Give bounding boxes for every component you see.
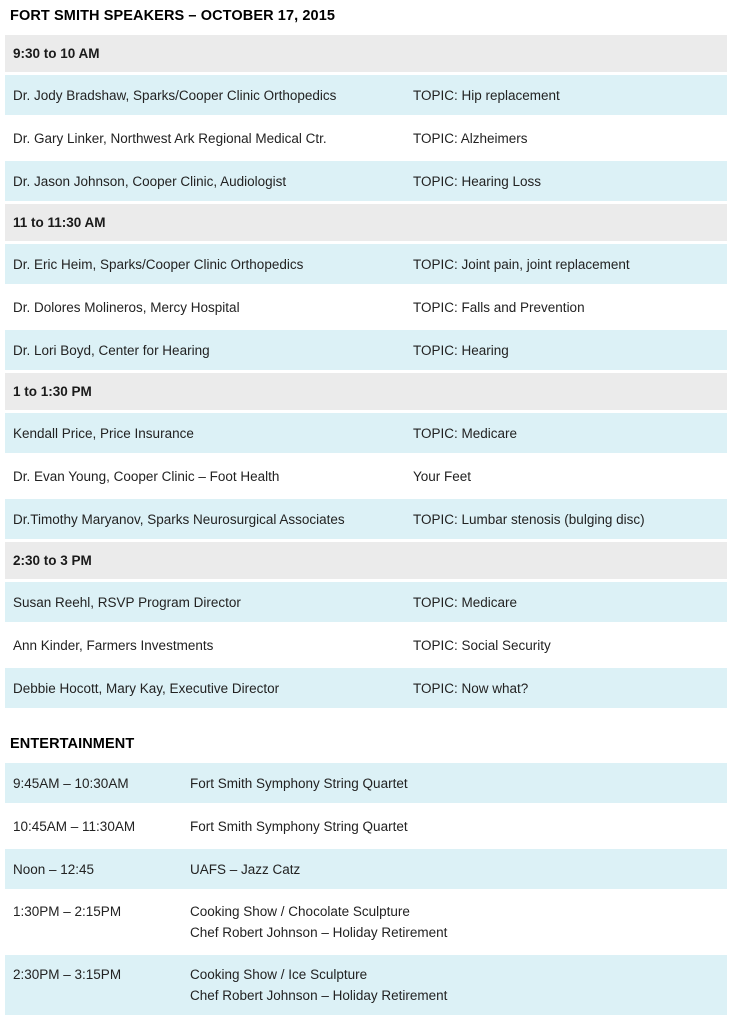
time-section-label: 9:30 to 10 AM (13, 46, 100, 61)
event-name: Fort Smith Symphony String Quartet (190, 818, 408, 834)
event-line-2: Chef Robert Johnson – Holiday Retirement (190, 988, 448, 1003)
speaker-row (5, 244, 727, 284)
event-line-1: Cooking Show / Ice Sculpture (190, 967, 368, 982)
speaker-topic: TOPIC: Joint pain, joint replacement (413, 256, 630, 272)
speakers-table (5, 35, 727, 708)
event-line-2: Chef Robert Johnson – Holiday Retirement (190, 925, 448, 940)
time-section-header (5, 542, 727, 579)
speaker-topic: TOPIC: Social Security (413, 637, 551, 653)
speaker-name: Ann Kinder, Farmers Investments (13, 637, 214, 653)
event-time: Noon – 12:45 (13, 861, 95, 877)
speaker-topic: TOPIC: Medicare (413, 425, 518, 441)
time-section-label: 1 to 1:30 PM (13, 384, 92, 399)
event-name (190, 964, 719, 1006)
entertainment-title: ENTERTAINMENT (10, 736, 135, 752)
speaker-topic: Your Feet (413, 468, 472, 484)
speaker-name: Dr. Gary Linker, Northwest Ark Regional Medical Ctr. (13, 130, 327, 146)
entertainment-row (5, 849, 727, 889)
speaker-row (5, 499, 727, 539)
speaker-row (5, 330, 727, 370)
speaker-name: Susan Reehl, RSVP Program Director (13, 594, 241, 610)
speaker-row (5, 456, 727, 496)
time-section-label: 2:30 to 3 PM (13, 553, 92, 568)
speaker-row (5, 668, 727, 708)
speaker-row (5, 625, 727, 665)
event-time: 2:30PM – 3:15PM (13, 967, 122, 982)
speaker-name: Debbie Hocott, Mary Kay, Executive Director (13, 680, 280, 696)
speaker-name: Dr. Lori Boyd, Center for Hearing (13, 342, 210, 358)
event-name: Fort Smith Symphony String Quartet (190, 775, 408, 791)
event-time: 9:45AM – 10:30AM (13, 775, 129, 791)
entertainment-table (5, 763, 727, 1015)
speaker-name: Kendall Price, Price Insurance (13, 425, 194, 441)
speaker-name: Dr. Eric Heim, Sparks/Cooper Clinic Orthopedics (13, 256, 304, 272)
speaker-row (5, 287, 727, 327)
entertainment-row (5, 763, 727, 803)
speaker-name: Dr. Evan Young, Cooper Clinic – Foot Health (13, 468, 280, 484)
entertainment-row (5, 955, 727, 1015)
entertainment-row (5, 892, 727, 952)
time-section-header (5, 373, 727, 410)
speaker-topic: TOPIC: Hearing (413, 342, 509, 358)
speaker-row (5, 413, 727, 453)
page-title: FORT SMITH SPEAKERS – OCTOBER 17, 2015 (10, 8, 336, 24)
time-section-header (5, 35, 727, 72)
speaker-name: Dr. Dolores Molineros, Mercy Hospital (13, 299, 240, 315)
speaker-name: Dr. Jody Bradshaw, Sparks/Cooper Clinic Orthopedics (13, 87, 337, 103)
speaker-topic: TOPIC: Hearing Loss (413, 173, 542, 189)
speaker-topic: TOPIC: Alzheimers (413, 130, 528, 146)
speaker-row (5, 582, 727, 622)
speaker-topic: TOPIC: Medicare (413, 594, 518, 610)
speaker-row (5, 75, 727, 115)
speaker-topic: TOPIC: Now what? (413, 680, 529, 696)
time-section-header (5, 204, 727, 241)
event-name: UAFS – Jazz Catz (190, 861, 301, 877)
event-line-1: Cooking Show / Chocolate Sculpture (190, 904, 410, 919)
entertainment-row (5, 806, 727, 846)
event-time: 10:45AM – 11:30AM (13, 818, 136, 834)
speaker-topic: TOPIC: Hip replacement (413, 87, 560, 103)
speaker-row (5, 161, 727, 201)
speaker-topic: TOPIC: Falls and Prevention (413, 299, 585, 315)
speaker-name: Dr.Timothy Maryanov, Sparks Neurosurgical Associates (13, 511, 345, 527)
speaker-topic: TOPIC: Lumbar stenosis (bulging disc) (413, 511, 645, 527)
speaker-name: Dr. Jason Johnson, Cooper Clinic, Audiologist (13, 173, 287, 189)
time-section-label: 11 to 11:30 AM (13, 215, 106, 230)
event-time: 1:30PM – 2:15PM (13, 904, 122, 919)
speaker-row (5, 118, 727, 158)
event-name (190, 901, 719, 943)
